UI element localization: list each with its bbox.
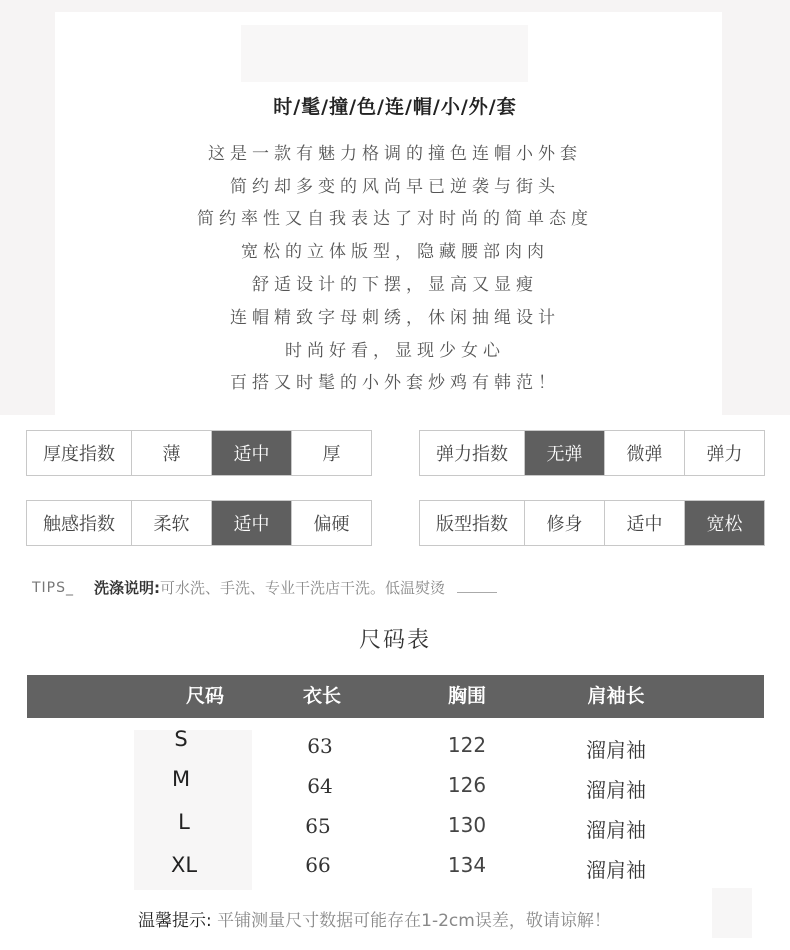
description-line: 时尚好看，显现少女心	[285, 341, 505, 361]
table-cell-chest: 122	[447, 733, 487, 757]
measurement-notice	[138, 906, 611, 931]
table-cell-size: XL	[170, 853, 198, 877]
spec-fit	[419, 500, 765, 546]
spec-label: 触感指数	[43, 514, 115, 535]
description-line: 宽松的立体版型，隐藏腰部肉肉	[241, 242, 549, 262]
tips-divider	[457, 592, 497, 593]
description-line: 这是一款有魅力格调的撞色连帽小外套	[208, 144, 582, 164]
header-size: 尺码	[185, 685, 224, 707]
tips-tag: TIPS_	[32, 579, 75, 596]
table-cell-length: 64	[307, 774, 333, 798]
table-cell-size: L	[178, 810, 190, 834]
description-line: 简约率性又自我表达了对时尚的简单态度	[197, 209, 593, 229]
notice-text: 平铺测量尺寸数据可能存在1-2cm误差，敬请谅解！	[217, 911, 611, 931]
description-line: 简约却多变的风尚早已逆袭与街头	[230, 177, 560, 197]
table-cell-sleeve: 溜肩袖	[586, 778, 646, 802]
table-cell-chest: 134	[447, 853, 487, 877]
table-cell-sleeve: 溜肩袖	[586, 858, 646, 882]
description-line: 百搭又时髦的小外套炒鸡有韩范！	[230, 373, 560, 393]
description-line: 舒适设计的下摆，显高又显瘦	[252, 275, 538, 295]
spec-option-selected: 无弹	[524, 431, 604, 475]
spec-option: 修身	[524, 501, 604, 545]
size-table-title: 尺码表	[358, 628, 431, 653]
table-cell-length: 65	[305, 814, 331, 838]
header-sleeve: 肩袖长	[587, 685, 645, 707]
spec-option: 弹力	[684, 431, 764, 475]
spec-elasticity	[419, 430, 765, 476]
spec-option-selected: 适中	[211, 501, 291, 545]
spec-option-selected: 适中	[211, 431, 291, 475]
table-cell-length: 63	[307, 734, 333, 758]
table-cell-size: S	[174, 727, 188, 751]
table-cell-sleeve: 溜肩袖	[586, 738, 646, 762]
table-cell-length: 66	[305, 853, 331, 877]
washing-tips	[32, 577, 497, 598]
spec-option: 微弹	[604, 431, 684, 475]
spec-option: 柔软	[131, 501, 211, 545]
faded-banner	[241, 25, 528, 82]
spec-texture	[26, 500, 372, 546]
spec-option: 偏硬	[291, 501, 371, 545]
spec-option: 薄	[131, 431, 211, 475]
table-cell-size: M	[171, 767, 191, 791]
product-title: 时/髦/撞/色/连/帽/小/外/套	[273, 96, 517, 118]
size-table-header	[27, 675, 764, 718]
spec-option-selected: 宽松	[684, 501, 764, 545]
table-cell-chest: 130	[447, 813, 487, 837]
table-cell-chest: 126	[447, 773, 487, 797]
spec-label: 厚度指数	[43, 444, 115, 465]
tips-text: 可水洗、手洗、专业干洗店干洗。低温熨烫	[160, 579, 446, 597]
header-chest: 胸围	[447, 685, 486, 707]
tips-heading: 洗涤说明:	[94, 579, 161, 597]
table-cell-sleeve: 溜肩袖	[586, 818, 646, 842]
corner-decoration	[712, 888, 752, 938]
spec-option: 适中	[604, 501, 684, 545]
spec-option: 厚	[291, 431, 371, 475]
spec-label: 弹力指数	[436, 444, 508, 465]
description-line: 连帽精致字母刺绣，休闲抽绳设计	[230, 308, 560, 328]
notice-heading: 温馨提示:	[138, 911, 212, 931]
spec-thickness	[26, 430, 372, 476]
header-length: 衣长	[302, 685, 341, 707]
spec-label: 版型指数	[436, 514, 508, 535]
